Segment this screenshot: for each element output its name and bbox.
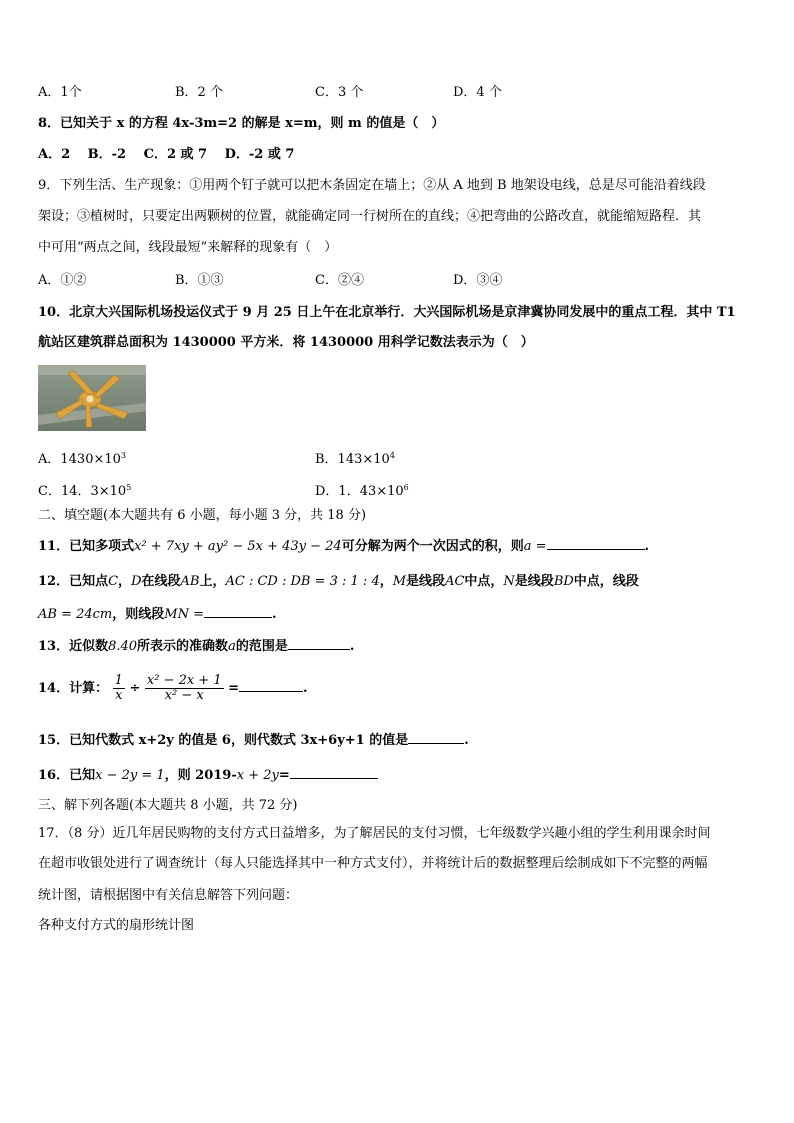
q9-option-a: A．①② [38, 273, 87, 288]
q15: 15．已知代数式 x+2y 的值是 6，则代数式 3x+6y+1 的值是 . [38, 730, 469, 749]
q7-option-c: C．3 个 [315, 85, 364, 100]
q14-fraction-1: $\frac{1}{x}$ [114, 673, 123, 703]
q10-line1: 10．北京大兴国际机场投运仪式于 9 月 25 日上午在北京举行．大兴国际机场是京津冀协同发展中的重点工程．其中 T1 [38, 305, 736, 320]
q9-option-b: B．①③ [175, 273, 224, 288]
q7-option-a: A．1个 [38, 85, 82, 100]
q10-line2: 航站区建筑群总面积为 1430000 平方米．将 1430000 用科学记数法表示为（ ） [38, 335, 534, 350]
q13: 13．近似数8.40所表示的准确数a的范围是 . [38, 636, 354, 655]
q9-option-c: C．②④ [315, 273, 364, 288]
q9-line3: 中可用“两点之间，线段最短”来解释的现象有（ ） [38, 240, 338, 255]
q10-option-c: C．14．$3\times 10^5$ [38, 483, 132, 499]
section-2-heading: 二、填空题(本大题共有 6 小题，每小题 3 分，共 18 分) [38, 508, 367, 523]
q8-options: A．2 B．-2 C．2 或 7 D．-2 或 7 [38, 147, 295, 162]
q7-option-d: D．4 个 [453, 85, 502, 100]
q13-answer-blank[interactable] [288, 636, 350, 650]
q10-option-a: A．$1430\times 10^3$ [38, 451, 127, 467]
q17-line3: 统计图，请根据图中有关信息解答下列问题： [38, 888, 299, 903]
q9-line1: 9．下列生活、生产现象：①用两个钉子就可以把木条固定在墙上；②从 A 地到 B 地架设电线，总是尽可能沿着线段 [38, 178, 706, 193]
q10-option-b: B．$143\times 10^4$ [315, 451, 395, 467]
q11-polynomial: x² + 7xy + ay² − 5x + 43y − 24 [134, 539, 342, 554]
q14: 14．计算： $\frac{1}{x}$ ÷ $\frac{\text{x² − 2x + 1}}{\text{x² − x}}$ = . [38, 673, 308, 703]
q7-option-b: B．2 个 [175, 85, 223, 100]
q10-option-d: D．1．$43\times 10^6$ [315, 483, 409, 499]
q17-line1: 17．（8 分）近几年居民购物的支付方式日益增多，为了解居民的支付习惯，七年级数学兴趣小组的学生利用课余时间 [38, 826, 711, 841]
q9-line2: 架设；③植树时，只要定出两颗树的位置，就能确定同一行树所在的直线；④把弯曲的公路改直，就能缩短路程．其 [38, 209, 702, 224]
q11: 11．已知多项式x² + 7xy + ay² − 5x + 43y − 24可分解为两个一次因式的积，则a = . [38, 536, 649, 555]
q12-line2: AB = 24cm，则线段MN = . [38, 604, 277, 623]
q14-fraction-2: $\frac{\text{x² − 2x + 1}}{\text{x² − x}}$ [146, 673, 222, 703]
q12-answer-blank[interactable] [204, 604, 272, 618]
q16: 16．已知x − 2y = 1，则 2019-x + 2y= [38, 765, 378, 784]
q8-text: 8．已知关于 x 的方程 4x-3m=2 的解是 x=m，则 m 的值是（ ） [38, 116, 445, 131]
q15-answer-blank[interactable] [408, 730, 464, 744]
airport-photo [38, 365, 146, 431]
q11-answer-blank[interactable] [547, 536, 645, 550]
q12-line1: 12．已知点C，D在线段AB上，AC : CD : DB = 3 : 1 : 4，M是线段AC中点，N是线段BD中点，线段 [38, 574, 639, 589]
q17-line2: 在超市收银处进行了调查统计（每人只能选择其中一种方式支付），并将统计后的数据整理后绘制成如下不完整的两幅 [38, 856, 708, 871]
q9-option-d: D．③④ [453, 273, 503, 288]
section-3-heading: 三、解下列各题(本大题共 8 小题，共 72 分) [38, 798, 298, 813]
q16-answer-blank[interactable] [290, 765, 378, 779]
q14-answer-blank[interactable] [239, 678, 303, 692]
q17-chart-caption: 各种支付方式的扇形统计图 [38, 918, 195, 933]
